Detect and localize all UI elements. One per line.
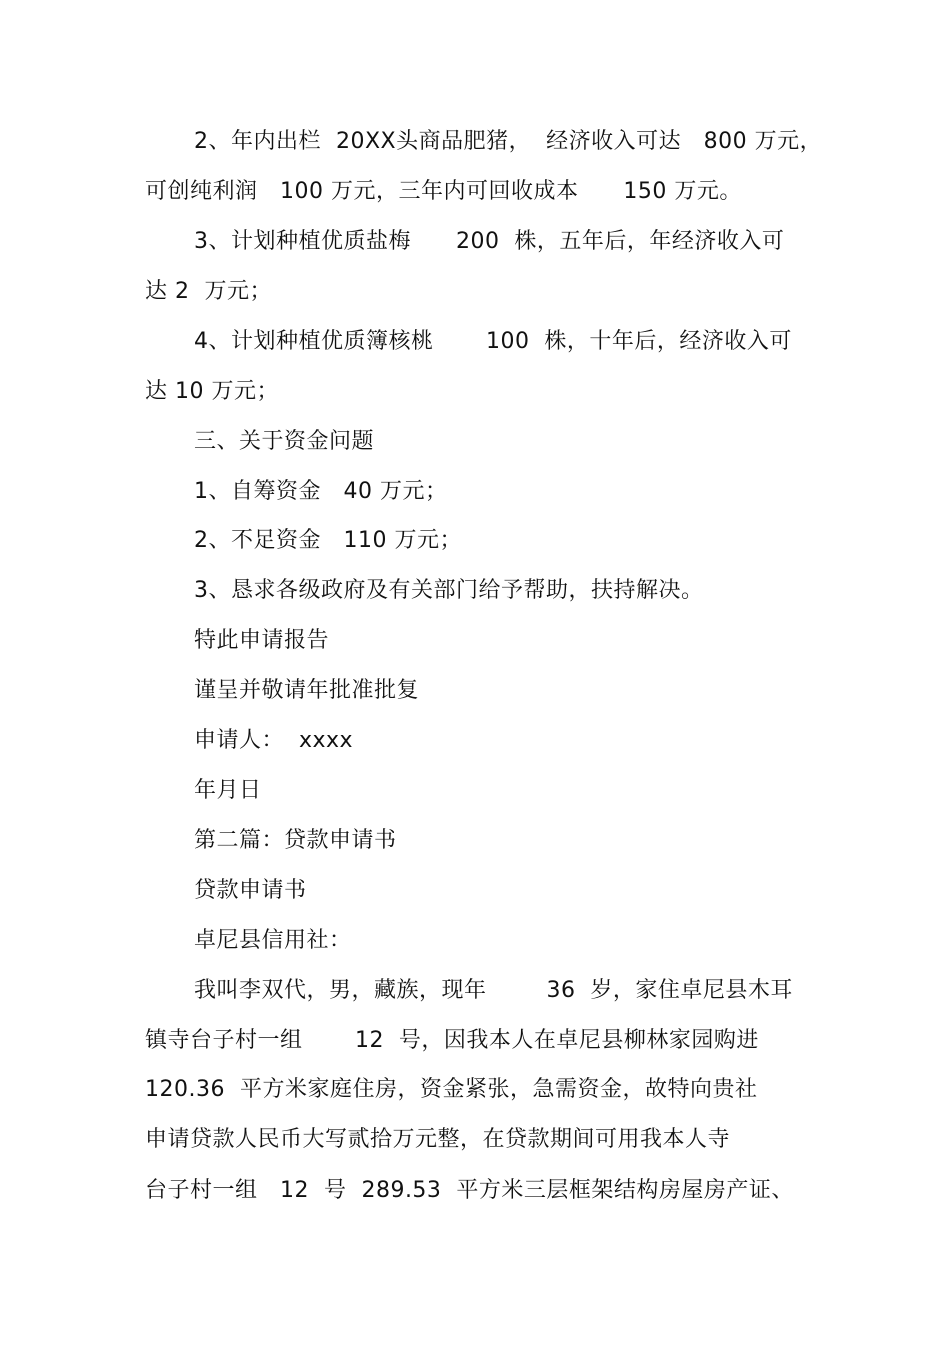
text-line: 4、计划种植优质簿核桃 100 株，十年后，经济收入可 (194, 329, 792, 354)
text-line: 1、自筹资金 40 万元； (194, 479, 448, 504)
text-line: 台子村一组 12 号 289.53 平方米三层框架结构房屋房产证、 (145, 1178, 794, 1203)
text-line: 达 2 万元； (145, 279, 272, 304)
text-line: 可创纯利润 100 万元，三年内可回收成本 150 万元。 (145, 179, 742, 204)
text-line: 谨呈并敬请年批准批复 (194, 678, 420, 703)
text-line: 3、计划种植优质盐梅 200 株，五年后，年经济收入可 (194, 229, 785, 254)
text-line: 我叫李双代，男，藏族，现年 36 岁，家住卓尼县木耳 (194, 978, 793, 1003)
text-line: 申请贷款人民币大写贰拾万元整，在贷款期间可用我本人寺 (145, 1127, 731, 1152)
text-line: 120.36 平方米家庭住房，资金紧张，急需资金，故特向贵社 (145, 1077, 758, 1102)
section-heading: 第二篇：贷款申请书 (194, 828, 397, 853)
text-line: 2、年内出栏 20XX头商品肥猪， 经济收入可达 800 万元， (194, 129, 823, 154)
text-line: 2、不足资金 110 万元； (194, 528, 462, 553)
text-line: 镇寺台子村一组 12 号，因我本人在卓尼县柳林家园购进 (145, 1028, 759, 1053)
addressee-line: 卓尼县信用社： (194, 928, 352, 953)
date-line: 年月日 (194, 778, 262, 803)
text-line: 特此申请报告 (194, 628, 330, 653)
applicant-line: 申请人： xxxx (194, 728, 354, 753)
section-heading: 三、关于资金问题 (194, 429, 375, 454)
text-line: 达 10 万元； (145, 379, 279, 404)
document-title: 贷款申请书 (194, 878, 307, 903)
text-line: 3、恳求各级政府及有关部门给予帮助，扶持解决。 (194, 578, 704, 603)
